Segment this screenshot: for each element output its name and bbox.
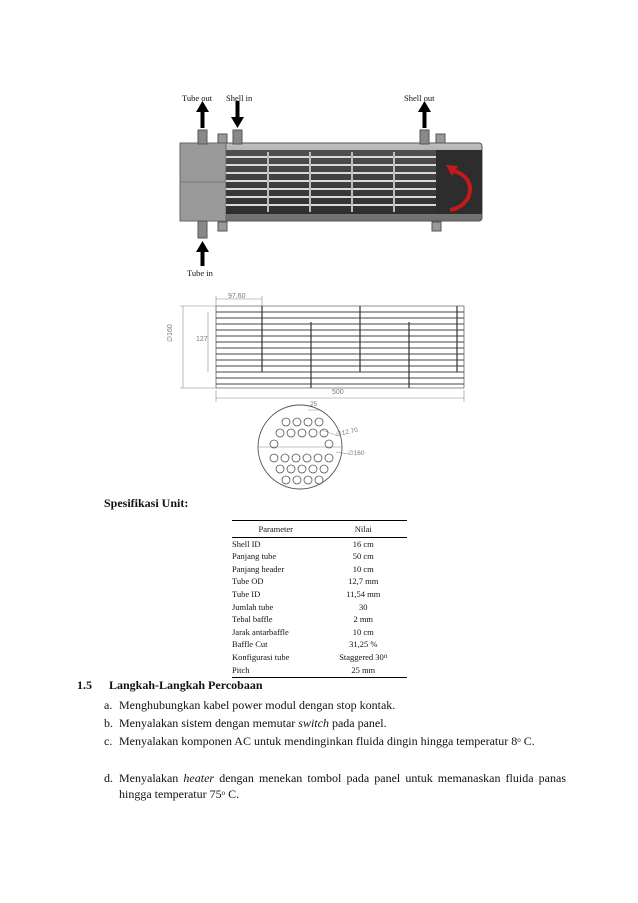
spec-value: 2 mm bbox=[353, 614, 374, 625]
list-item bbox=[104, 697, 566, 713]
list-item bbox=[104, 770, 566, 802]
spec-value-text: Staggered 30 bbox=[339, 651, 384, 662]
spec-param: Tube OD bbox=[232, 576, 264, 587]
step-text-part: C. bbox=[225, 787, 240, 801]
step-marker: d. bbox=[104, 771, 113, 785]
step-text-part: C. bbox=[520, 734, 535, 748]
degree-sup: o bbox=[221, 789, 226, 797]
step-marker: c. bbox=[104, 734, 113, 748]
cross-section-drawing bbox=[250, 400, 380, 496]
dim-shell-diameter: ∅160 bbox=[167, 324, 174, 342]
tube-in-arrow-icon bbox=[196, 241, 209, 266]
step-marker: b. bbox=[104, 716, 113, 730]
spec-header-row bbox=[232, 521, 407, 538]
heat-exchanger-figure bbox=[0, 0, 638, 290]
spec-param: Jumlah tube bbox=[232, 601, 274, 612]
step-emphasis: heater bbox=[183, 771, 215, 785]
step-text-part: Menyalakan bbox=[119, 771, 184, 785]
table-row bbox=[232, 638, 407, 651]
section-heading bbox=[77, 678, 263, 693]
table-row bbox=[232, 613, 407, 626]
spec-header-parameter: Parameter bbox=[232, 521, 320, 538]
step-text: Menghubungkan kabel power modul dengan stop kontak. bbox=[119, 698, 396, 712]
section-number: 1.5 bbox=[77, 678, 92, 692]
right-header bbox=[436, 150, 482, 214]
dim-shell-diameter-cross: ∅160 bbox=[348, 450, 365, 457]
spec-value bbox=[320, 651, 408, 664]
spec-title: Spesifikasi Unit: bbox=[104, 496, 189, 510]
spec-value: 25 mm bbox=[320, 664, 408, 678]
step-text bbox=[119, 715, 566, 731]
side-tubes bbox=[216, 312, 464, 384]
tube-out-arrow-icon bbox=[196, 101, 209, 128]
spec-param: Pitch bbox=[232, 664, 320, 678]
spec-param: Shell ID bbox=[232, 538, 261, 549]
section-title: Langkah-Langkah Percobaan bbox=[109, 678, 263, 692]
shell-in-arrow-icon bbox=[231, 101, 244, 128]
spec-param: Tebal baffle bbox=[232, 614, 273, 625]
step-text-part: dengan menekan tombol pada panel untuk memanaskan fluida panas hingga temperatur 75 bbox=[119, 771, 566, 801]
dim-pitch: 25 bbox=[310, 401, 318, 408]
dim-length: 500 bbox=[332, 389, 344, 396]
tube-in-label: Tube in bbox=[187, 268, 213, 278]
step-marker: a. bbox=[104, 698, 113, 712]
list-item bbox=[104, 715, 566, 731]
tube-in-nozzle bbox=[198, 221, 207, 238]
tube-bundle bbox=[226, 157, 436, 205]
dim-baffle-spacing: 97.60 bbox=[228, 293, 246, 300]
table-row bbox=[232, 651, 407, 664]
list-item bbox=[104, 733, 566, 749]
step-text bbox=[119, 733, 566, 749]
shell-out-arrow-icon bbox=[418, 101, 431, 128]
spec-table bbox=[232, 520, 407, 678]
spec-value: 30 bbox=[359, 601, 368, 612]
tube-out-nozzle bbox=[198, 130, 207, 144]
spec-param: Tube ID bbox=[232, 588, 261, 599]
step-text bbox=[119, 770, 566, 802]
spec-param: Panjang tube bbox=[232, 551, 277, 562]
table-row bbox=[232, 550, 407, 563]
step-text-part: Menyalakan komponen AC untuk mendinginkan fluida dingin hingga temperatur 8 bbox=[119, 734, 518, 748]
spec-value: 16 cm bbox=[352, 538, 374, 549]
spec-value: 10 cm bbox=[352, 626, 374, 637]
table-row bbox=[232, 626, 407, 639]
table-row bbox=[232, 588, 407, 601]
spec-value: 12,7 mm bbox=[348, 576, 379, 587]
spec-value: 10 cm bbox=[352, 563, 374, 574]
table-row bbox=[232, 537, 407, 550]
table-row bbox=[232, 575, 407, 588]
spec-param: Baffle Cut bbox=[232, 639, 268, 650]
step-emphasis: switch bbox=[298, 716, 329, 730]
degree-sup: o bbox=[517, 736, 521, 744]
tube-holes bbox=[270, 418, 333, 484]
table-row bbox=[232, 563, 407, 576]
step-text-part: Menyalakan sistem dengan memutar bbox=[119, 716, 299, 730]
spec-value: 50 cm bbox=[352, 551, 374, 562]
shell-out-nozzle bbox=[420, 130, 429, 144]
spec-value: 11,54 mm bbox=[346, 588, 381, 599]
step-text-part: pada panel. bbox=[328, 716, 387, 730]
spec-param: Konfigurasi tube bbox=[232, 651, 290, 662]
side-view-drawing bbox=[0, 290, 638, 405]
shell-out-label: Shell out bbox=[404, 93, 435, 103]
degree-sup: o bbox=[383, 651, 388, 660]
shell-in-label: Shell in bbox=[226, 93, 253, 103]
table-row bbox=[232, 601, 407, 614]
spec-value: 31,25 % bbox=[349, 639, 378, 650]
table-row bbox=[232, 664, 407, 678]
tube-out-label: Tube out bbox=[182, 93, 213, 103]
spec-param: Panjang header bbox=[232, 563, 285, 574]
spec-header-nilai: Nilai bbox=[320, 521, 408, 538]
dim-tube-diameter: ∅12.70 bbox=[335, 426, 359, 439]
dim-inner: 127 bbox=[196, 336, 208, 343]
shell-in-nozzle bbox=[233, 130, 242, 144]
spec-param: Jarak antarbaffle bbox=[232, 626, 289, 637]
